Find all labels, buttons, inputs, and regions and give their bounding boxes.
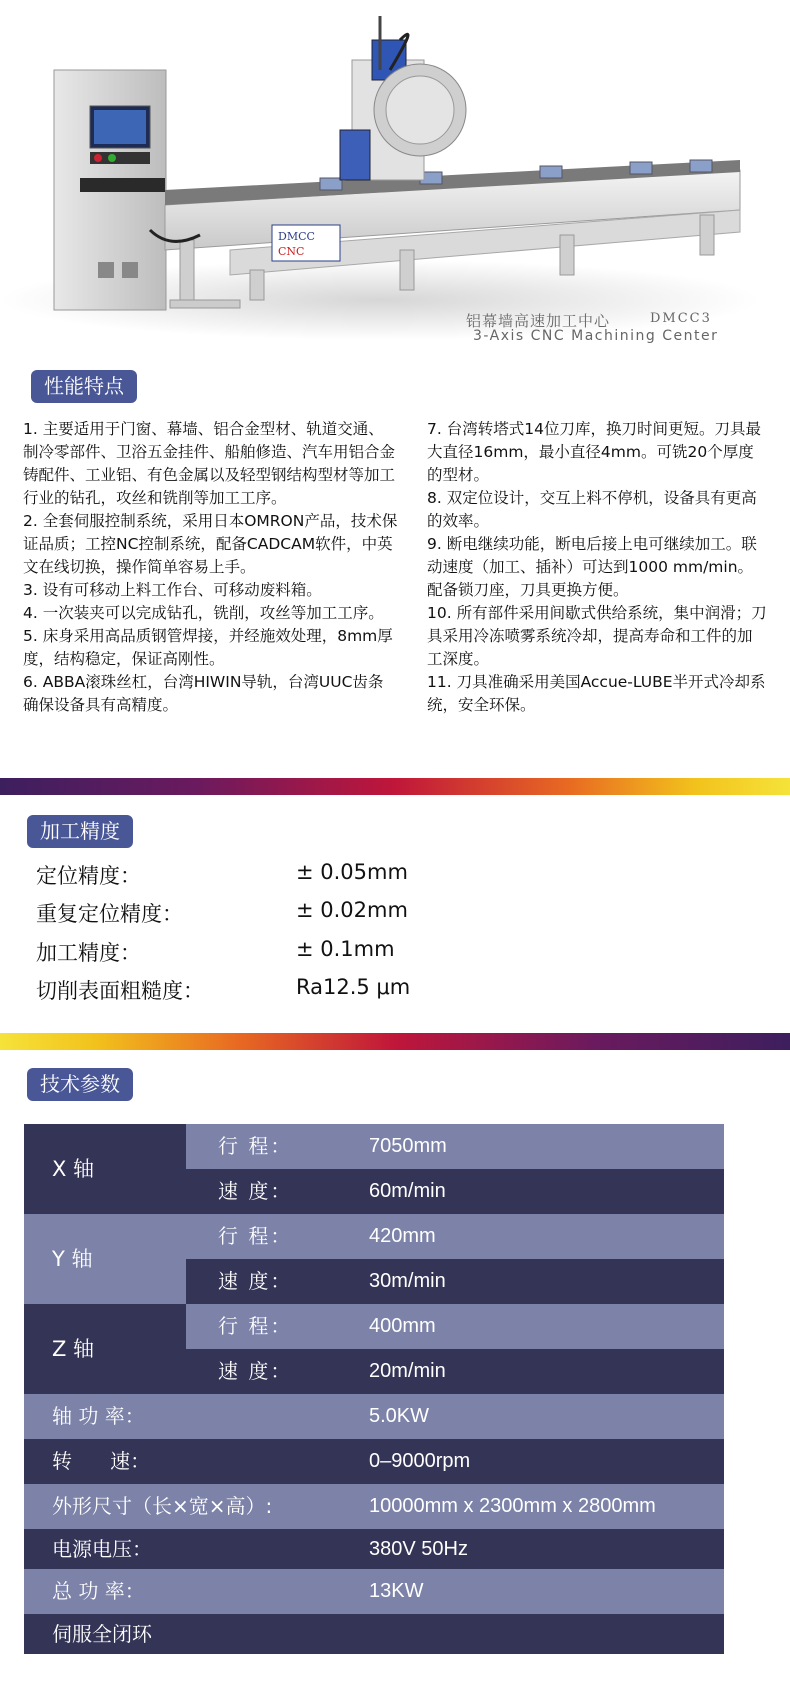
axis-y-stroke-label: 行 程： <box>218 1224 293 1248</box>
feature-item-7: 7. 台湾转塔式14位刀库，换刀时间更短。刀具最大直径16mm，最小直径4mm。可铣20个厚度的型材。 <box>427 420 761 484</box>
precision-title: 加工精度 <box>27 815 133 848</box>
feature-item-9b: 配备锁刀座，刀具更换方便。 <box>427 581 629 599</box>
axis-x-label: X 轴 <box>52 1157 95 1181</box>
spec-row-voltage <box>24 1529 724 1569</box>
spec-label: 轴 功 率： <box>52 1404 145 1428</box>
axis-z-cell <box>24 1304 186 1394</box>
axis-y-speed-row <box>186 1259 724 1304</box>
machine-caption-cn: 铝幕墙高速加工中心 <box>466 312 611 330</box>
spec-row-total-power <box>24 1569 724 1614</box>
axis-x-speed-value: 60m/min <box>369 1180 446 1202</box>
feature-item-4: 4. 一次装夹可以完成钻孔，铣削，攻丝等加工工序。 <box>23 604 384 622</box>
axis-x-speed-row <box>186 1169 724 1214</box>
feature-item-9: 9. 断电继续功能，断电后接上电可继续加工。联动速度（加工、插补）可达到1000 mm/min。 <box>427 535 757 576</box>
axis-x-stroke-value: 7050mm <box>369 1135 447 1157</box>
axis-x-cell <box>24 1124 186 1214</box>
spec-value: 0–9000rpm <box>369 1450 471 1472</box>
feature-item-2: 2. 全套伺服控制系统，采用日本OMRON产品，技术保证品质；工控NC控制系统，配备CADCAM软件，中英文在线切换，操作简单容易上手。 <box>23 512 398 576</box>
spec-value: 10000mm x 2300mm x 2800mm <box>369 1495 656 1517</box>
spec-row-servo <box>24 1614 724 1654</box>
spec-row-spindle-power <box>24 1394 724 1439</box>
feature-item-6: 6. ABBA滚珠丝杠，台湾HIWIN导轨，台湾UUC齿条确保设备具有高精度。 <box>23 673 384 714</box>
axis-y-speed-value: 30m/min <box>369 1270 446 1292</box>
spec-value: 5.0KW <box>369 1405 430 1427</box>
feature-item-5: 5. 床身采用高品质钢管焊接，并经施效处理，8mm厚度，结构稳定，保证高刚性。 <box>23 627 393 668</box>
spec-label: 伺服全闭环 <box>52 1622 152 1646</box>
precision-label-positioning: 定位精度： <box>36 864 141 888</box>
spec-value: 13KW <box>369 1580 424 1602</box>
axis-x-stroke-row <box>186 1124 724 1169</box>
feature-item-10: 10. 所有部件采用间歇式供给系统，集中润滑；刀具采用冷冻喷雾系统冷却，提高寿命和工件的加工深度。 <box>427 604 767 668</box>
spec-value: 380V 50Hz <box>369 1538 468 1560</box>
spec-table <box>24 1124 724 1654</box>
feature-item-3: 3. 设有可移动上料工作台、可移动废料箱。 <box>23 581 322 599</box>
axis-z-stroke-row <box>186 1304 724 1349</box>
features-title: 性能特点 <box>31 370 137 403</box>
machine-caption-en: 3-Axis CNC Machining Center <box>473 328 719 344</box>
feature-item-8: 8. 双定位设计，交互上料不停机，设备具有更高的效率。 <box>427 489 757 530</box>
axis-z-label: Z 轴 <box>52 1337 95 1361</box>
spec-label: 总 功 率： <box>52 1579 145 1603</box>
cnc-machine-image <box>0 0 790 360</box>
feature-item-1: 1. 主要适用于门窗、幕墙、铝合金型材、轨道交通、制冷零部件、卫浴五金挂件、船舶修造、汽车用铝合金铸配件、工业铝、有色金属以及轻型钢结构型材等加工行业的钻孔，攻丝和铣削等加工工序。 <box>23 420 396 507</box>
specs-title: 技术参数 <box>27 1068 133 1101</box>
precision-label-repeat: 重复定位精度： <box>36 902 183 926</box>
hero-section <box>0 0 790 360</box>
precision-label-roughness: 切削表面粗糙度： <box>36 979 204 1003</box>
axis-y-stroke-row <box>186 1214 724 1259</box>
spec-label: 转 速： <box>52 1449 151 1473</box>
features-right-column <box>427 418 767 717</box>
axis-y-cell <box>24 1214 186 1304</box>
spec-label: 电源电压： <box>52 1537 152 1561</box>
feature-item-11: 11. 刀具准确采用美国Accue-LUBE半开式冷却系统，安全环保。 <box>427 673 766 714</box>
gradient-divider <box>0 1033 790 1050</box>
machine-caption-model: DMCC3 <box>650 311 712 326</box>
axis-y-stroke-value: 420mm <box>369 1225 436 1247</box>
precision-label-machining: 加工精度： <box>36 941 141 965</box>
spec-label: 外形尺寸（长×宽×高）: <box>52 1494 273 1518</box>
features-left-column <box>23 418 398 717</box>
axis-z-speed-value: 20m/min <box>369 1360 446 1382</box>
axis-x-speed-label: 速 度： <box>218 1179 293 1203</box>
precision-value-positioning: ± 0.05mm <box>296 860 408 884</box>
precision-value-roughness: Ra12.5 μm <box>296 975 411 999</box>
gradient-divider <box>0 778 790 795</box>
axis-x-stroke-label: 行 程： <box>218 1134 293 1158</box>
svg-text:DMCC: DMCC <box>278 230 315 243</box>
spec-row-dimensions <box>24 1484 724 1529</box>
axis-y-speed-label: 速 度： <box>218 1269 293 1293</box>
axis-z-speed-row <box>186 1349 724 1394</box>
svg-text:CNC: CNC <box>278 245 305 258</box>
axis-z-stroke-value: 400mm <box>369 1315 436 1337</box>
precision-value-repeat: ± 0.02mm <box>296 898 408 922</box>
axis-z-stroke-label: 行 程： <box>218 1314 293 1338</box>
axis-y-label: Y 轴 <box>52 1247 93 1271</box>
precision-value-machining: ± 0.1mm <box>296 937 395 961</box>
spec-row-speed <box>24 1439 724 1484</box>
axis-z-speed-label: 速 度： <box>218 1359 293 1383</box>
